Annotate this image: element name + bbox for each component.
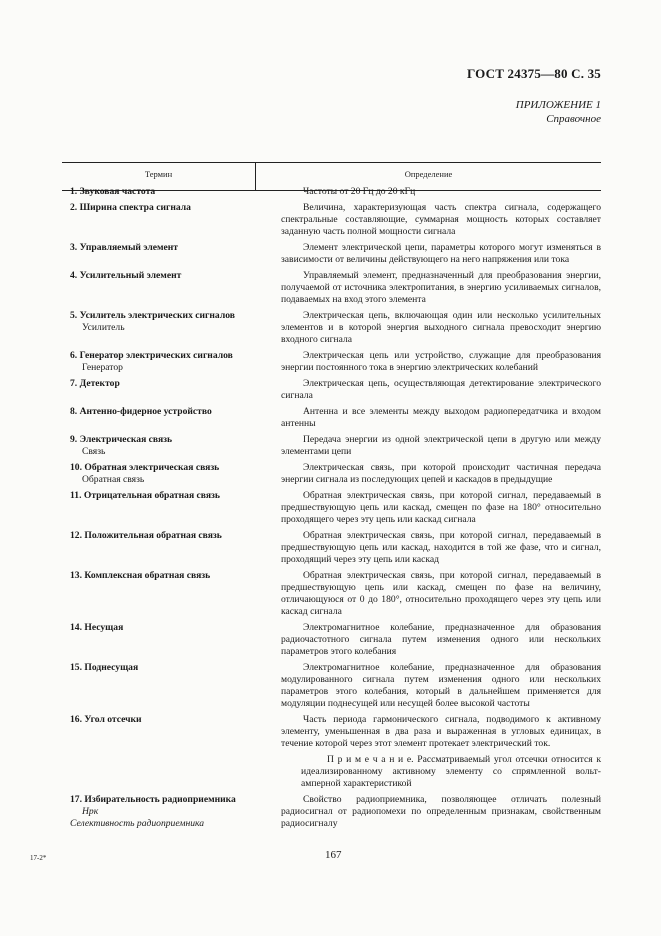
definition-text: Электромагнитное колебание, предназначенное для образования модулированного сигнала путем изменения одного или нескольких параметров этого колебания, который в дальнейшем применяется для модуляции поднесущей или несущей более высокой частоты bbox=[281, 662, 601, 709]
term-name: Усилительный элемент bbox=[79, 270, 182, 281]
term-cell bbox=[62, 310, 252, 346]
table-row bbox=[62, 434, 601, 458]
definition-text: Электрическая цепь, включающая один или несколько усилительных элементов и в которой энергия выходного сигнала превосходит энергию входного сигнала bbox=[281, 310, 601, 345]
term-name: Антенно-фидерное устройство bbox=[79, 406, 212, 417]
definition-cell bbox=[252, 434, 601, 458]
definition-text: Часть периода гармонического сигнала, подводимого к активному элементу, уменьшенная в два раза и выраженная в угловых единицах, в течение которой через этот элемент протекает электрический ток. bbox=[281, 714, 601, 749]
definition-cell bbox=[252, 378, 601, 402]
definition-text: Антенна и все элементы между выходом радиопередатчика и входом антенны bbox=[281, 406, 601, 429]
definition-text: Обратная электрическая связь, при которой сигнал, передаваемый в предшествующую цепь или каскад, находится в той же фазе, что и сигнал, проходящий через эту цепь или каскад bbox=[281, 530, 601, 565]
term-name: Управляемый элемент bbox=[79, 242, 179, 253]
term-number: 6. bbox=[70, 350, 78, 361]
definition-cell bbox=[252, 462, 601, 486]
term-number: 17. bbox=[70, 794, 82, 805]
term-content bbox=[70, 622, 248, 634]
table-row bbox=[62, 270, 601, 306]
row-spacer bbox=[62, 830, 601, 834]
term-name: Отрицательная обратная связь bbox=[83, 490, 220, 501]
definition-cell bbox=[252, 490, 601, 526]
page-header-title: ГОСТ 24375—80 С. 35 bbox=[467, 66, 601, 81]
appendix-title: ПРИЛОЖЕНИЕ 1 bbox=[515, 99, 601, 111]
term-content bbox=[70, 202, 248, 214]
definition-cell bbox=[252, 794, 601, 830]
column-header-definition: Определение bbox=[404, 169, 453, 179]
term-content bbox=[70, 530, 248, 542]
term-name: Положительная обратная связь bbox=[84, 530, 222, 541]
term-name: Избирательность радиоприемника bbox=[84, 794, 236, 805]
page-number: 167 bbox=[325, 849, 342, 861]
terms-table-body bbox=[62, 186, 601, 834]
term-synonym: Обратная связь bbox=[82, 474, 145, 485]
term-content bbox=[70, 462, 248, 486]
table-row bbox=[62, 714, 601, 790]
term-synonym: Связь bbox=[82, 446, 106, 457]
definition-cell bbox=[252, 406, 601, 430]
term-name: Угол отсечки bbox=[84, 714, 142, 725]
definition-cell bbox=[252, 662, 601, 710]
table-row bbox=[62, 462, 601, 486]
definition-text: Обратная электрическая связь, при которой сигнал, передаваемый в предшествующую цепь или каскад, смещен по фазе на величину, отличающуюся от 0 до 180°, относительно проходящего через эту цепь или каскад сигнала bbox=[281, 570, 601, 617]
term-content bbox=[70, 242, 248, 254]
table-top-rule bbox=[62, 162, 601, 163]
column-header-term: Термин bbox=[144, 169, 173, 179]
table-row bbox=[62, 662, 601, 710]
term-name: Обратная электрическая связь bbox=[84, 462, 220, 473]
term-cell bbox=[62, 350, 252, 374]
definition-text: Электрическая цепь или устройство, служащие для преобразования энергии постоянного тока в энергию электрических колебаний bbox=[281, 350, 601, 373]
term-cell bbox=[62, 490, 252, 526]
term-cell bbox=[62, 406, 252, 430]
term-content bbox=[70, 794, 248, 830]
definition-text: Свойство радиоприемника, позволяющее отличать полезный радиосигнал от радиопомехи по определенным признакам, свойственным радиосигналу bbox=[281, 794, 601, 829]
term-content bbox=[70, 570, 248, 582]
term-number: 11. bbox=[70, 490, 82, 501]
term-cell bbox=[62, 462, 252, 486]
appendix-subtitle: Справочное bbox=[546, 113, 601, 125]
term-cell bbox=[62, 714, 252, 790]
definition-cell bbox=[252, 270, 601, 306]
term-name: Электрическая связь bbox=[79, 434, 173, 445]
definition-cell bbox=[252, 310, 601, 346]
term-cell bbox=[62, 662, 252, 710]
table-row bbox=[62, 310, 601, 346]
table-row bbox=[62, 794, 601, 830]
term-number: 9. bbox=[70, 434, 78, 445]
term-number: 8. bbox=[70, 406, 78, 417]
term-synonym: Усилитель bbox=[82, 322, 125, 333]
term-cell bbox=[62, 622, 252, 658]
term-cell bbox=[62, 270, 252, 306]
term-number: 3. bbox=[70, 242, 78, 253]
table-row bbox=[62, 378, 601, 402]
term-cell bbox=[62, 378, 252, 402]
term-synonym: Нрк bbox=[82, 806, 99, 817]
term-number: 13. bbox=[70, 570, 82, 581]
term-cell bbox=[62, 242, 252, 266]
term-content bbox=[70, 406, 248, 418]
table-row bbox=[62, 530, 601, 566]
definition-text: Электрическая связь, при которой происходит частичная передача энергии сигнала из последующих цепей и каскадов в предыдущие bbox=[281, 462, 601, 485]
definition-cell bbox=[252, 186, 601, 198]
term-name: Несущая bbox=[84, 622, 124, 633]
term-content bbox=[70, 490, 248, 502]
definition-text: Частоты от 20 Гц до 20 кГц bbox=[303, 186, 416, 197]
definition-cell bbox=[252, 714, 601, 790]
definition-cell bbox=[252, 570, 601, 618]
term-content bbox=[70, 270, 248, 282]
definition-text: Электромагнитное колебание, предназначенное для образования радиочастотного сигнала путем изменения одного или нескольких параметров этого колебания bbox=[281, 622, 601, 657]
table-row bbox=[62, 186, 601, 198]
term-number: 16. bbox=[70, 714, 82, 725]
table-row bbox=[62, 622, 601, 658]
term-content bbox=[70, 662, 248, 674]
term-synonym: Генератор bbox=[82, 362, 123, 373]
definition-cell bbox=[252, 622, 601, 658]
term-name: Звуковая частота bbox=[79, 186, 156, 197]
definition-cell bbox=[252, 530, 601, 566]
term-number: 1. bbox=[70, 186, 78, 197]
table-row bbox=[62, 350, 601, 374]
definition-text: Обратная электрическая связь, при которой сигнал, передаваемый в предшествующую цепь или каскад, смещен по фазе на 180° относительно проходящего через эту цепь или каскад сигнала bbox=[281, 490, 601, 525]
term-number: 4. bbox=[70, 270, 78, 281]
table-row bbox=[62, 242, 601, 266]
term-name: Ширина спектра сигнала bbox=[79, 202, 191, 213]
term-number: 14. bbox=[70, 622, 82, 633]
term-content bbox=[70, 434, 248, 458]
term-content bbox=[70, 186, 248, 198]
term-content bbox=[70, 714, 248, 726]
term-name: Детектор bbox=[79, 378, 120, 389]
term-synonym-2: Селективность радиоприемника bbox=[70, 818, 205, 829]
term-number: 12. bbox=[70, 530, 82, 541]
table-row bbox=[62, 202, 601, 238]
term-cell bbox=[62, 186, 252, 198]
table-row bbox=[62, 406, 601, 430]
definition-cell bbox=[252, 242, 601, 266]
term-number: 15. bbox=[70, 662, 82, 673]
term-number: 5. bbox=[70, 310, 78, 321]
term-number: 7. bbox=[70, 378, 78, 389]
term-content bbox=[70, 378, 248, 390]
term-cell bbox=[62, 434, 252, 458]
table-row bbox=[62, 490, 601, 526]
term-cell bbox=[62, 202, 252, 238]
definition-text: Электрическая цепь, осуществляющая детектирование электрического сигнала bbox=[281, 378, 601, 401]
term-name: Усилитель электрических сигналов bbox=[79, 310, 235, 321]
term-content bbox=[70, 310, 248, 334]
term-cell bbox=[62, 530, 252, 566]
term-name: Комплексная обратная связь bbox=[84, 570, 211, 581]
definition-text: Величина, характеризующая часть спектра сигнала, содержащего спектральные составляющие, суммарная мощность которых составляет заданную часть полной мощности сигнала bbox=[281, 202, 601, 237]
term-number: 2. bbox=[70, 202, 78, 213]
footer-signature: 17-2* bbox=[30, 854, 47, 862]
term-cell bbox=[62, 794, 252, 830]
definition-note: П р и м е ч а н и е. Рассматриваемый угол отсечки относится к идеализированному активному элементу со спрямленной вольт-амперной характеристикой bbox=[301, 754, 601, 789]
term-name: Генератор электрических сигналов bbox=[79, 350, 233, 361]
definition-text: Управляемый элемент, предназначенный для преобразования энергии, получаемой от источника электропитания, в энергию усиливаемых сигналов, подаваемых на вход этого элемента bbox=[281, 270, 601, 305]
appendix-label bbox=[516, 98, 601, 126]
term-content bbox=[70, 350, 248, 374]
table-row bbox=[62, 570, 601, 618]
term-number: 10. bbox=[70, 462, 82, 473]
definition-cell bbox=[252, 202, 601, 238]
term-name: Поднесущая bbox=[84, 662, 139, 673]
definition-cell bbox=[252, 350, 601, 374]
definition-text: Элемент электрической цепи, параметры которого могут изменяться в зависимости от величины действующего на него напряжения или тока bbox=[281, 242, 601, 265]
definition-text: Передача энергии из одной электрической цепи в другую или между элементами цепи bbox=[281, 434, 601, 457]
term-cell bbox=[62, 570, 252, 618]
